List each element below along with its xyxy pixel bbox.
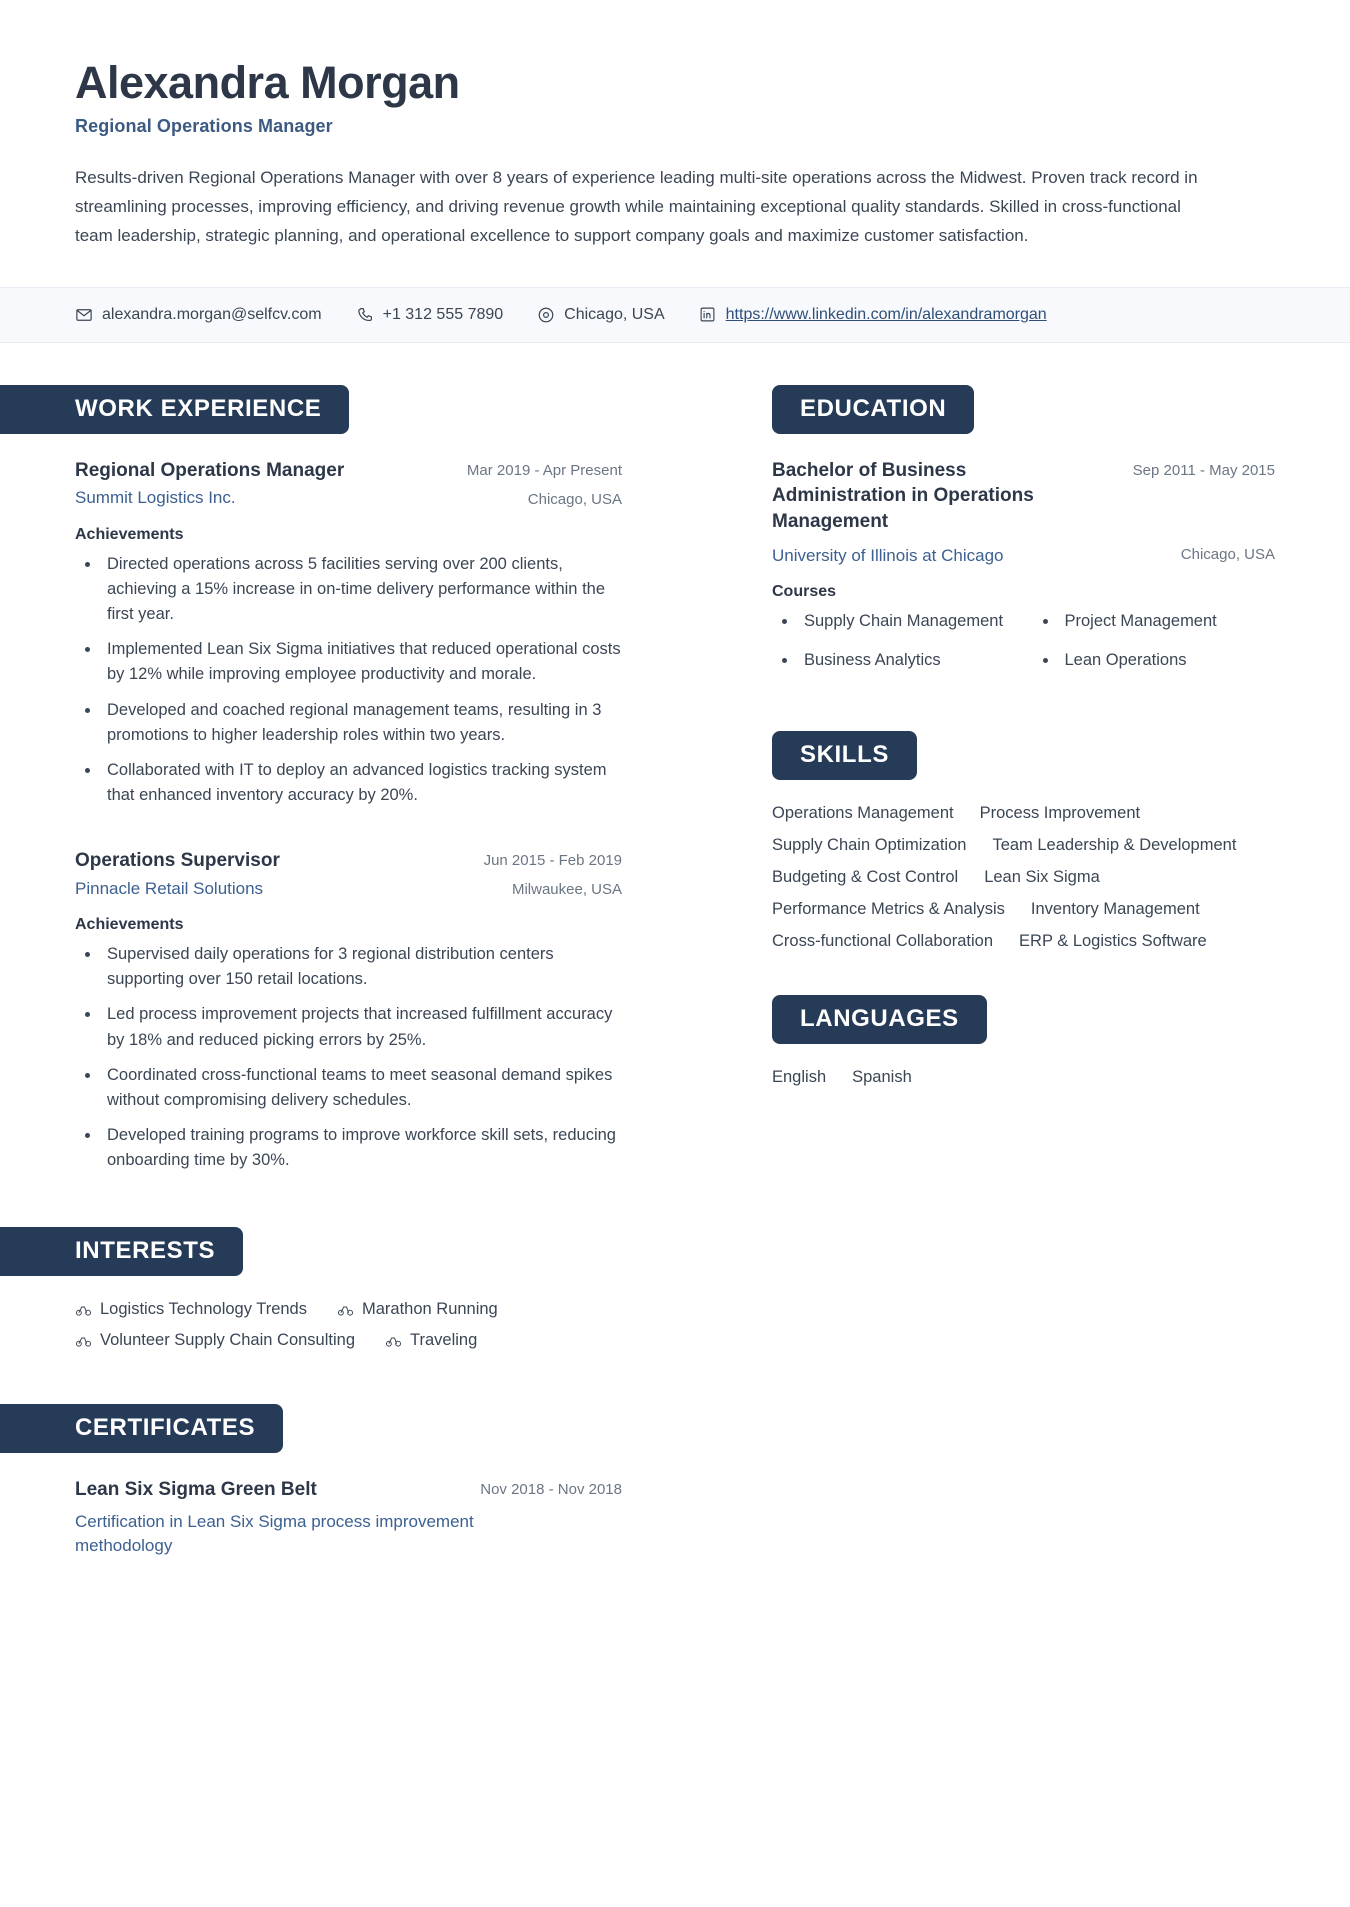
page-title: Alexandra Morgan — [75, 57, 460, 108]
work-experience-list — [0, 458, 622, 1173]
achievement-item: • Collaborated with IT to deploy an advanced logistics tracking system that enhanced inventory accuracy by 20%. — [101, 758, 622, 808]
courses-list — [772, 609, 1275, 687]
professional-summary: Results-driven Regional Operations Manager with over 8 years of experience leading multi-site operations across the Midwest. Proven track record in streamlining processes, improving efficiency, and driving revenue growth while maintaining exceptional quality standards. Skilled in cross-functional team leadership, strategic planning, and operational excellence to support company goals and maximize customer satisfaction. — [75, 167, 1198, 246]
interest-item — [337, 1300, 498, 1319]
contact-location-text: Chicago, USA — [564, 305, 665, 323]
achievements-list — [75, 552, 622, 808]
achievement-item: • Implemented Lean Six Sigma initiatives that reduced operational costs by 12% while improving employee productivity and morale. — [101, 637, 622, 687]
achievement-item: • Coordinated cross-functional teams to meet seasonal demand spikes without compromising delivery schedules. — [101, 1063, 622, 1113]
achievement-item: • Led process improvement projects that increased fulfillment accuracy by 18% and reduced picking errors by 25%. — [101, 1002, 622, 1052]
work-entry-date: Jun 2015 - Feb 2019 — [483, 851, 622, 869]
course-item: • Project Management — [1059, 609, 1276, 634]
languages-list — [772, 1068, 1275, 1087]
interest-label: Logistics Technology Trends — [100, 1299, 307, 1318]
section-title-languages: LANGUAGES — [772, 995, 987, 1044]
skill-item: Process Improvement — [979, 803, 1141, 822]
achievements-label: Achievements — [75, 916, 184, 934]
skill-item: Operations Management — [772, 803, 954, 822]
skill-item: Cross-functional Collaboration — [772, 931, 994, 950]
contact-email[interactable] — [75, 306, 322, 324]
contact-email-text: alexandra.morgan@selfcv.com — [102, 305, 322, 323]
achievements-label: Achievements — [75, 526, 184, 544]
envelope-icon — [75, 306, 93, 324]
contact-phone[interactable] — [356, 306, 504, 324]
work-entry-location: Chicago, USA — [527, 490, 622, 508]
interest-icon — [75, 1301, 92, 1318]
job-title: Regional Operations Manager — [75, 115, 333, 136]
resume-body — [0, 343, 1350, 1599]
certificate-entry — [75, 1477, 622, 1559]
phone-icon — [356, 306, 374, 324]
work-entry-company: Pinnacle Retail Solutions — [75, 878, 264, 898]
section-title-skills: SKILLS — [772, 731, 917, 780]
interest-label: Traveling — [410, 1330, 478, 1349]
courses-label: Courses — [772, 583, 837, 601]
linkedin-icon — [699, 306, 717, 324]
contact-phone-text: +1 312 555 7890 — [382, 305, 504, 323]
interest-icon — [385, 1332, 402, 1349]
section-title-work-experience: WORK EXPERIENCE — [0, 385, 349, 434]
interests-list — [75, 1300, 622, 1350]
certificate-description: Certification in Lean Six Sigma process improvement methodology — [75, 1511, 474, 1556]
education-location: Chicago, USA — [1180, 545, 1275, 563]
location-pin-icon — [537, 306, 555, 324]
skills-section — [697, 731, 1275, 951]
work-entry — [75, 458, 622, 808]
skill-item: Performance Metrics & Analysis — [772, 899, 1005, 918]
achievement-item: • Developed and coached regional management teams, resulting in 3 promotions to higher leadership roles within two years. — [101, 698, 622, 748]
course-item: • Lean Operations — [1059, 648, 1276, 673]
skill-item: Team Leadership & Development — [992, 835, 1237, 854]
achievement-item: • Developed training programs to improve workforce skill sets, reducing onboarding time by 30%. — [101, 1123, 622, 1173]
interest-label: Marathon Running — [361, 1299, 498, 1318]
work-entry-date: Mar 2019 - Apr Present — [466, 461, 622, 479]
contact-linkedin[interactable] — [699, 306, 1047, 324]
interest-item — [75, 1300, 307, 1319]
left-column — [0, 343, 697, 1599]
skill-item: Supply Chain Optimization — [772, 835, 967, 854]
contact-bar — [0, 287, 1350, 343]
skills-list — [772, 804, 1275, 951]
skill-item: Budgeting & Cost Control — [772, 867, 959, 886]
interest-item — [385, 1331, 477, 1350]
education-section — [697, 385, 1275, 687]
education-entry — [772, 458, 1275, 687]
achievements-list — [75, 942, 622, 1173]
interest-icon — [75, 1332, 92, 1349]
section-title-education: EDUCATION — [772, 385, 974, 434]
skill-item: ERP & Logistics Software — [1019, 931, 1207, 950]
contact-location — [537, 306, 665, 324]
interests-section — [0, 1227, 622, 1350]
work-entry-location: Milwaukee, USA — [511, 880, 622, 898]
work-entry — [75, 848, 622, 1173]
certificates-section — [0, 1404, 622, 1559]
achievement-item: • Directed operations across 5 facilities serving over 200 clients, achieving a 15% increase in on-time delivery performance within the first year. — [101, 552, 622, 627]
language-item: English — [772, 1067, 827, 1086]
education-date: Sep 2011 - May 2015 — [1132, 461, 1275, 479]
course-item: • Business Analytics — [798, 648, 1015, 673]
languages-section — [697, 995, 1275, 1087]
interest-label: Volunteer Supply Chain Consulting — [100, 1330, 356, 1349]
education-school: University of Illinois at Chicago — [772, 545, 1004, 565]
interest-item — [75, 1331, 355, 1350]
certificate-title: Lean Six Sigma Green Belt — [75, 1478, 317, 1500]
right-column — [697, 343, 1350, 1599]
contact-linkedin-link[interactable]: https://www.linkedin.com/in/alexandramorgan — [725, 305, 1047, 323]
resume-header — [0, 0, 1350, 251]
work-entry-title: Operations Supervisor — [75, 849, 280, 871]
work-entry-title: Regional Operations Manager — [75, 459, 345, 481]
interest-icon — [337, 1301, 354, 1318]
language-item: Spanish — [852, 1067, 912, 1086]
skill-item: Lean Six Sigma — [984, 867, 1100, 886]
work-entry-company: Summit Logistics Inc. — [75, 488, 236, 508]
achievement-item: • Supervised daily operations for 3 regional distribution centers supporting over 150 retail locations. — [101, 942, 622, 992]
section-title-interests: INTERESTS — [0, 1227, 243, 1276]
course-item: • Supply Chain Management — [798, 609, 1015, 634]
education-degree: Bachelor of Business Administration in Operations Management — [772, 459, 1034, 532]
section-title-certificates: CERTIFICATES — [0, 1404, 283, 1453]
skill-item: Inventory Management — [1030, 899, 1200, 918]
certificate-date: Nov 2018 - Nov 2018 — [480, 1480, 622, 1498]
